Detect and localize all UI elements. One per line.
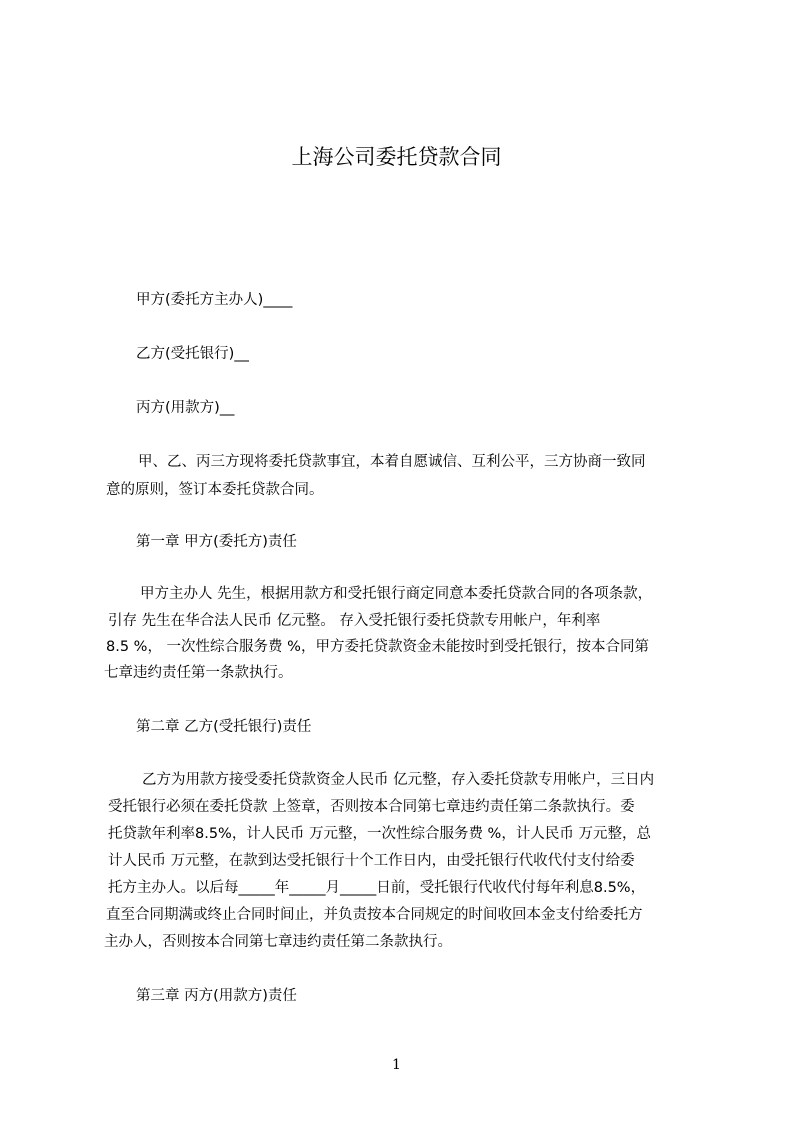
chapter2-line-4: 计人民币 万元整，在款到达受托银行十个工作日内，由受托银行代收代付支付给委 [108,853,635,869]
party-a-line: 甲方(委托方主办人)____ [136,292,293,308]
chapter2-line-5: 托方主办人。以后每_____年_____月_____日前，受托银行代收代付每年利息8.5%， [108,880,646,896]
party-b-line: 乙方(受托银行)__ [136,346,249,362]
party-c-line: 丙方(用款方)__ [136,400,235,416]
chapter2-line-6: 直至合同期满或终止合同时间止，并负责按本合同规定的时间收回本金支付给委托方 [106,907,643,923]
chapter2-line-3: 托贷款年利率8.5%，计人民币 万元整，一次性综合服务费 %，计人民币 万元整，总 [108,826,651,842]
chapter2-heading: 第二章 乙方(受托银行)责任 [136,719,312,735]
chapter1-heading: 第一章 甲方(委托方)责任 [136,534,297,550]
document-title: 上海公司委托贷款合同 [291,145,502,169]
chapter2-line-2: 受托银行必须在委托贷款 上签章，否则按本合同第七章违约责任第二条款执行。委 [108,799,635,815]
page-number: 1 [392,1057,401,1073]
chapter2-line-1: 乙方为用款方接受委托贷款资金人民币 亿元整，存入委托贷款专用帐户，三日内 [142,772,655,788]
chapter1-line-4: 七章违约责任第一条款执行。 [104,665,293,681]
chapter2-line-7: 主办人，否则按本合同第七章违约责任第二条款执行。 [104,934,452,950]
intro-line-2: 意的原则，签订本委托贷款合同。 [106,482,324,498]
chapter1-line-1: 甲方主办人 先生，根据用款方和受托银行商定同意本委托贷款合同的各项条款， [140,586,653,602]
chapter3-heading: 第三章 丙方(用款方)责任 [136,988,297,1004]
intro-line-1: 甲、乙、丙三方现将委托贷款事宜，本着自愿诚信、互利公平，三方协商一致同 [138,454,646,470]
chapter1-line-2: 引存 先生在华合法人民币 亿元整。 存入受托银行委托贷款专用帐户，年利率 [108,613,601,629]
chapter1-line-3: 8.5 %， 一次性综合服务费 %，甲方委托贷款资金未能按时到受托银行，按本合同第 [106,639,649,655]
